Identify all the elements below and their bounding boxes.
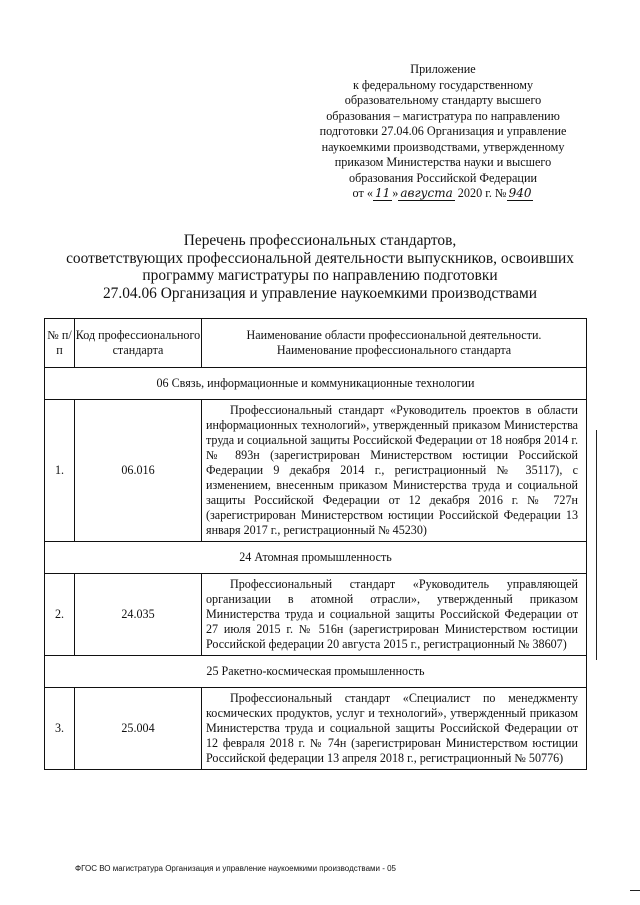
row-code: 24.035 bbox=[75, 574, 202, 656]
row-code: 25.004 bbox=[75, 688, 202, 770]
appendix-block bbox=[318, 62, 568, 202]
table-row bbox=[45, 688, 587, 770]
row-standard-text bbox=[202, 400, 587, 542]
section-row bbox=[45, 368, 587, 400]
section-title: 24 Атомная промышленность bbox=[45, 542, 587, 574]
row-num: 2. bbox=[45, 574, 75, 656]
appendix-line: приказом Министерства науки и высшего bbox=[334, 155, 552, 169]
title-line: программу магистратуры по направлению подготовки bbox=[142, 267, 498, 284]
appendix-line: подготовки 27.04.06 Организация и управление bbox=[319, 124, 567, 138]
scan-edge-line bbox=[596, 430, 597, 660]
table-header-row bbox=[45, 319, 587, 368]
title-line: соответствующих профессиональной деятельности выпускников, освоивших bbox=[66, 249, 574, 267]
appendix-line: наукоемкими производствами, утвержденному bbox=[321, 139, 565, 154]
title-line: Перечень профессиональных стандартов, bbox=[183, 232, 457, 249]
row-num: 3. bbox=[45, 688, 75, 770]
order-date-line bbox=[318, 186, 568, 202]
standards-table bbox=[44, 318, 587, 770]
table-row bbox=[45, 400, 587, 542]
section-title: 06 Связь, информационные и коммуникационные технологии bbox=[45, 368, 587, 400]
appendix-line: образования Российской Федерации bbox=[348, 170, 537, 185]
table-row bbox=[45, 574, 587, 656]
row-standard-text bbox=[202, 574, 587, 656]
order-day-handwritten: 11 bbox=[374, 186, 391, 200]
appendix-line: образования – магистратура по направлению bbox=[326, 108, 560, 123]
section-row bbox=[45, 542, 587, 574]
order-number-handwritten: 940 bbox=[508, 186, 532, 200]
standard-text: Профессиональный стандарт «Специалист по менеджменту космических продуктов, услуг и технологий», утвержденный приказом Министерства труда и социальной защиты Российской Федерации от 12 февраля 2018 г. № 74н (зарегистрирован Министерством юстиции Российской федерации 13 апреля 2018 г., регистрационный № 50776) bbox=[206, 691, 578, 765]
order-year: 2020 г. № bbox=[454, 186, 507, 200]
scan-edge-line bbox=[630, 890, 640, 891]
section-row bbox=[45, 656, 587, 688]
header-name: Наименование области профессиональной деятельности. Наименование профессионального стандарта bbox=[202, 319, 587, 368]
row-num: 1. bbox=[45, 400, 75, 542]
order-month-handwritten: августа bbox=[400, 186, 453, 200]
row-code: 06.016 bbox=[75, 400, 202, 542]
standard-text: Профессиональный стандарт «Руководитель проектов в области информационных технологий», утвержденный приказом Министерства труда и социальной защиты Российской Федерации от 18 ноября 2014 г. № 893н (зарегистрирован Министерством юстиции Российской Федерации 9 декабря 2014 г., регистрационный № 35117), с изменением, внесенным приказом Министерства труда и социальной защиты Российской Федерации от 12 декабря 2016 г. № 727н (зарегистрирован Министерством юстиции Российской Федерации 13 января 2017 г., регистрационный № 45230) bbox=[206, 403, 578, 537]
page-footer: ФГОС ВО магистратура Организация и управление наукоемкими производствами - 05 bbox=[75, 864, 396, 873]
appendix-line: образовательному стандарту высшего bbox=[344, 93, 542, 107]
title-line: 27.04.06 Организация и управление наукоемкими производствами bbox=[102, 284, 537, 302]
order-prefix: от « bbox=[352, 186, 373, 200]
appendix-line: Приложение bbox=[410, 62, 476, 76]
order-mid: » bbox=[392, 186, 399, 200]
document-title bbox=[60, 232, 580, 302]
appendix-line: к федеральному государственному bbox=[352, 77, 534, 92]
section-title: 25 Ракетно-космическая промышленность bbox=[45, 656, 587, 688]
standard-text: Профессиональный стандарт «Руководитель управляющей организации в атомной отрасли», утвержденный приказом Министерства труда и социальной защиты Российской Федерации от 27 июля 2015 г. № 516н (зарегистрирован Министерством юстиции Российской федерации 20 августа 2015 г., регистрационный № 38607) bbox=[206, 577, 578, 651]
header-code: Код профессионального стандарта bbox=[75, 319, 202, 368]
header-num: № п/п bbox=[45, 319, 75, 368]
row-standard-text bbox=[202, 688, 587, 770]
